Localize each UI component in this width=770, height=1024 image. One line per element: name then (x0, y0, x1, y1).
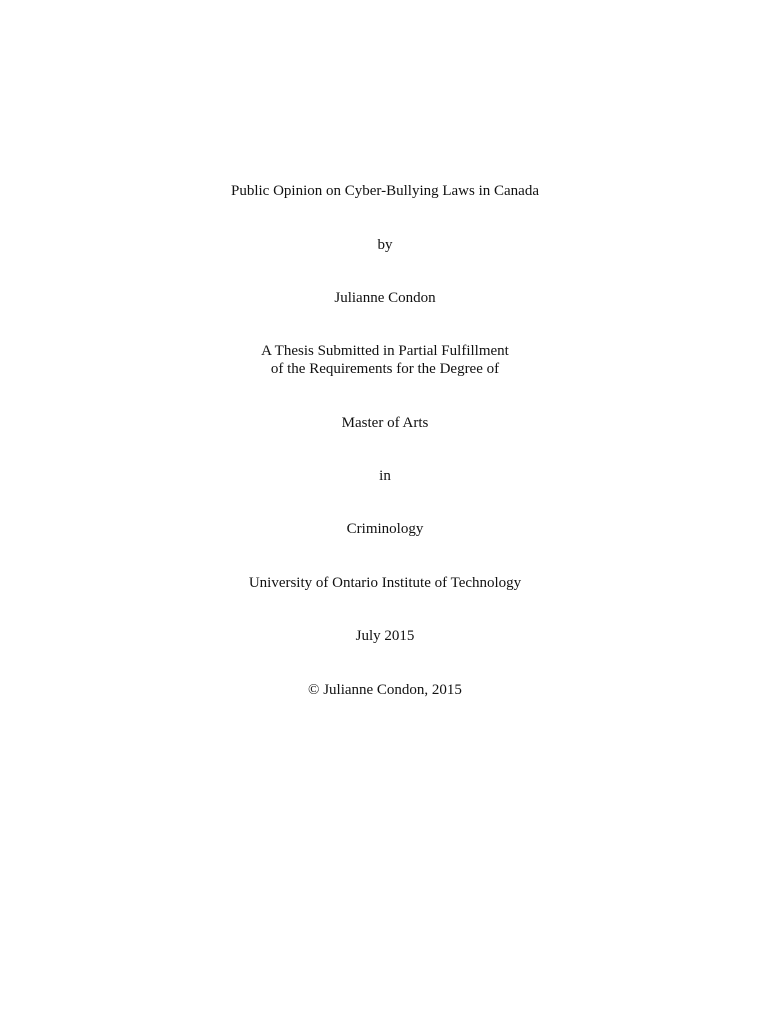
submission-statement-line-2: of the Requirements for the Degree of (270, 361, 500, 377)
by-label: by (377, 237, 393, 253)
thesis-title: Public Opinion on Cyber-Bullying Laws in Canada (231, 183, 539, 199)
submission-date: July 2015 (355, 628, 415, 644)
institution-name: University of Ontario Institute of Technology (248, 575, 522, 591)
submission-statement-line-1: A Thesis Submitted in Partial Fulfillment (261, 343, 509, 359)
copyright-notice: © Julianne Condon, 2015 (308, 682, 462, 698)
degree-name: Master of Arts (341, 415, 429, 431)
in-label: in (379, 468, 391, 484)
author-name: Julianne Condon (334, 290, 436, 306)
field-of-study: Criminology (346, 521, 424, 537)
